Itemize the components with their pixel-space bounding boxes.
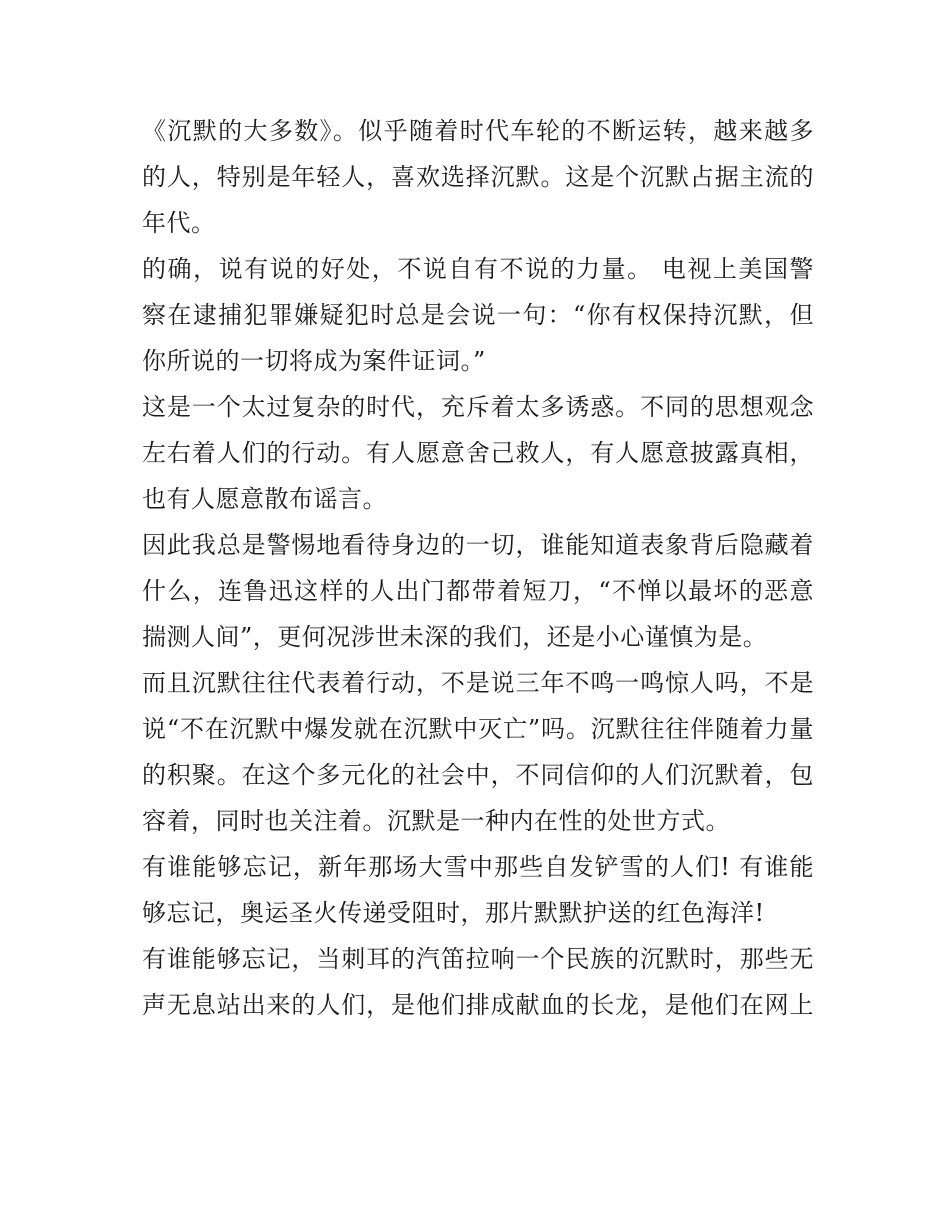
text-line: 因此我总是警惕地看待身边的一切，谁能知道表象背后隐藏着 [142, 531, 814, 559]
text-line: 有谁能够忘记，新年那场大雪中那些自发铲雪的人们! 有谁能 [142, 853, 814, 881]
text-line: 揣测人间”，更何况涉世未深的我们，还是小心谨慎为是。 [142, 623, 768, 651]
text-line: 的人，特别是年轻人，喜欢选择沉默。这是个沉默占据主流的 [142, 163, 814, 191]
text-line: 而且沉默往往代表着行动，不是说三年不鸣一鸣惊人吗，不是 [142, 669, 814, 697]
text-line: 《沉默的大多数》。似乎随着时代车轮的不断运转，越来越多 [142, 117, 814, 145]
text-line: 这是一个太过复杂的时代，充斥着太多诱惑。不同的思想观念 [142, 393, 814, 421]
text-line: 年代。 [142, 209, 216, 237]
text-line: 你所说的一切将成为案件证词。” [142, 347, 486, 375]
text-line: 的积聚。在这个多元化的社会中，不同信仰的人们沉默着，包 [142, 761, 814, 789]
text-line: 也有人愿意散布谣言。 [142, 485, 387, 513]
text-line: 容着，同时也关注着。沉默是一种内在性的处世方式。 [142, 807, 730, 835]
text-line: 够忘记，奥运圣火传递受阻时，那片默默护送的红色海洋! [142, 899, 765, 927]
document-body [142, 108, 814, 1028]
text-line: 左右着人们的行动。有人愿意舍己救人，有人愿意披露真相， [142, 439, 814, 467]
text-line: 有谁能够忘记，当刺耳的汽笛拉响一个民族的沉默时，那些无 [142, 945, 814, 973]
text-line: 什么，连鲁迅这样的人出门都带着短刀，“不惮以最坏的恶意 [142, 577, 814, 605]
text-line: 声无息站出来的人们，是他们排成献血的长龙，是他们在网上 [142, 991, 814, 1019]
text-line: 说“不在沉默中爆发就在沉默中灭亡”吗。沉默往往伴随着力量 [142, 715, 814, 743]
text-line: 的确，说有说的好处，不说自有不说的力量。 电视上美国警 [142, 255, 814, 283]
text-line: 察在逮捕犯罪嫌疑犯时总是会说一句：“你有权保持沉默，但 [142, 301, 814, 329]
